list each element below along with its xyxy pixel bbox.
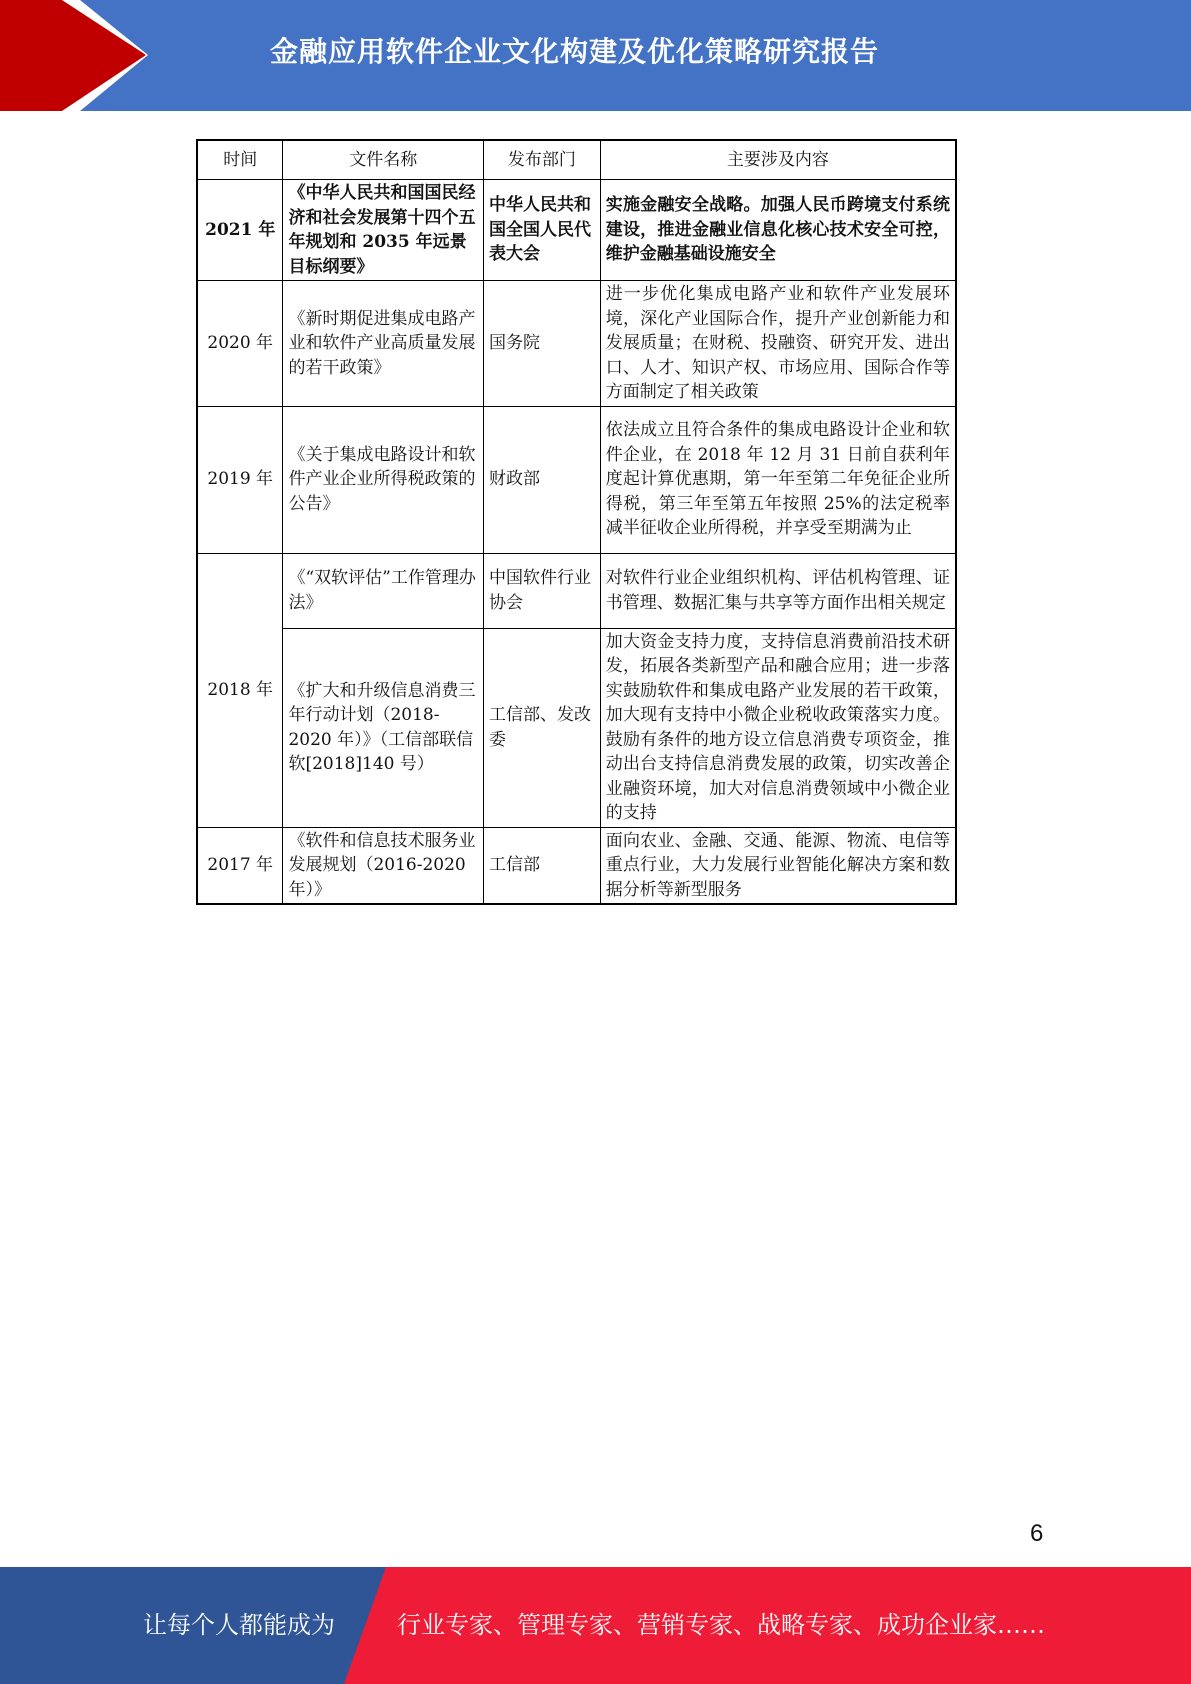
report-title: 金融应用软件企业文化构建及优化策略研究报告 (270, 35, 880, 68)
table-row (197, 628, 956, 827)
cell-year: 2019 年 (197, 406, 283, 553)
cell-content: 进一步优化集成电路产业和软件产业发展环境，深化产业国际合作，提升产业创新能力和发展质量；在财税、投融资、研究开发、进出口、人才、知识产权、市场应用、国际合作等方面制定了相关政策 (600, 281, 956, 407)
footer-slogan-left: 让每个人都能成为 (143, 1611, 335, 1639)
column-header-document: 文件名称 (283, 140, 484, 180)
cell-department: 中华人民共和国全国人民代表大会 (484, 180, 601, 281)
cell-document: 《中华人民共和国国民经济和社会发展第十四个五年规划和 2035 年远景目标纲要》 (283, 180, 484, 281)
page-header (0, 0, 1191, 111)
policy-table (196, 139, 957, 905)
cell-document: 《新时期促进集成电路产业和软件产业高质量发展的若干政策》 (283, 281, 484, 407)
cell-content: 对软件行业企业组织机构、评估机构管理、证书管理、数据汇集与共享等方面作出相关规定 (600, 553, 956, 628)
cell-year: 2018 年 (197, 553, 283, 827)
table-row (197, 281, 956, 407)
cell-document: 《扩大和升级信息消费三年行动计划（2018-2020 年）》（工信部联信软[2018]140 号） (283, 628, 484, 827)
cell-year: 2020 年 (197, 281, 283, 407)
table-row (197, 553, 956, 628)
table-row (197, 827, 956, 904)
cell-department: 工信部 (484, 827, 601, 904)
cell-department: 财政部 (484, 406, 601, 553)
policy-table-container (196, 139, 957, 905)
cell-content: 面向农业、金融、交通、能源、物流、电信等重点行业，大力发展行业智能化解决方案和数据分析等新型服务 (600, 827, 956, 904)
footer-slogan-right: 行业专家、管理专家、营销专家、战略专家、成功企业家…… (397, 1611, 1045, 1639)
cell-content: 实施金融安全战略。加强人民币跨境支付系统建设，推进金融业信息化核心技术安全可控，维护金融基础设施安全 (600, 180, 956, 281)
table-row (197, 406, 956, 553)
cell-department: 国务院 (484, 281, 601, 407)
cell-year: 2021 年 (197, 180, 283, 281)
cell-year: 2017 年 (197, 827, 283, 904)
table-header-row (197, 140, 956, 180)
cell-department: 工信部、发改委 (484, 628, 601, 827)
column-header-content: 主要涉及内容 (600, 140, 956, 180)
table-row (197, 180, 956, 281)
column-header-time: 时间 (197, 140, 283, 180)
cell-content: 加大资金支持力度，支持信息消费前沿技术研发，拓展各类新型产品和融合应用；进一步落实鼓励软件和集成电路产业发展的若干政策，加大现有支持中小微企业税收政策落实力度。鼓励有条件的地方设立信息消费专项资金，推动出台支持信息消费发展的政策，切实改善企业融资环境，加大对信息消费领域中小微企业的支持 (600, 628, 956, 827)
cell-document: 《关于集成电路设计和软件产业企业所得税政策的公告》 (283, 406, 484, 553)
cell-content: 依法成立且符合条件的集成电路设计企业和软件企业，在 2018 年 12 月 31 日前自获利年度起计算优惠期，第一年至第二年免征企业所得税，第三年至第五年按照 25%的法定税率减半征收企业所得税，并享受至期满为止 (600, 406, 956, 553)
cell-department: 中国软件行业协会 (484, 553, 601, 628)
cell-document: 《“双软评估”工作管理办法》 (283, 553, 484, 628)
cell-document: 《软件和信息技术服务业发展规划（2016-2020 年）》 (283, 827, 484, 904)
page-number: 6 (1030, 1520, 1044, 1547)
page-footer (0, 1567, 1191, 1684)
column-header-department: 发布部门 (484, 140, 601, 180)
